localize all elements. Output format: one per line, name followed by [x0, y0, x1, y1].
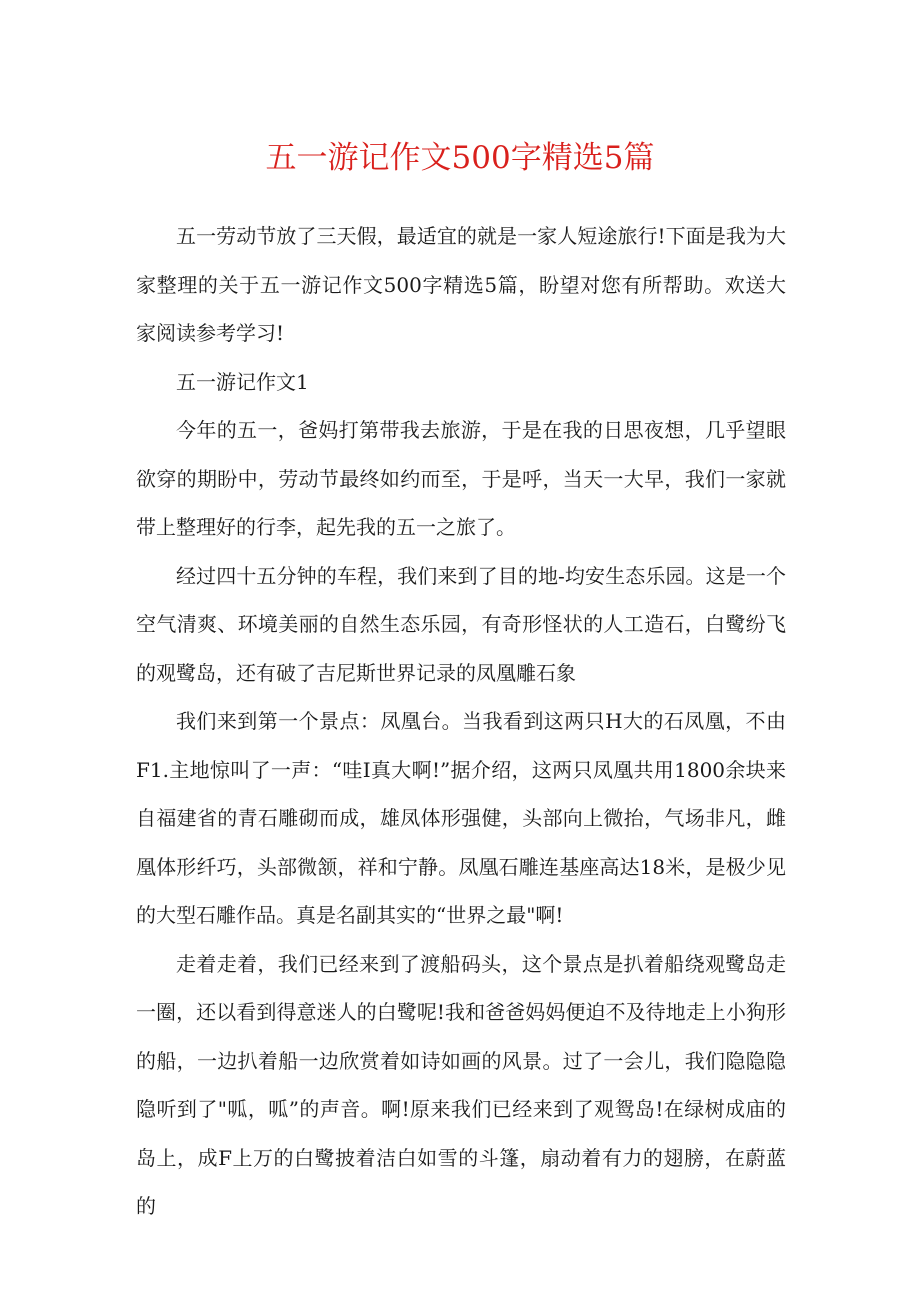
intro-paragraph: 五一劳动节放了三天假，最适宜的就是一家人短途旅行!下面是我为大家整理的关于五一游记作文500字精选5篇，盼望对您有所帮助。欢送大家阅读参考学习! [136, 224, 786, 345]
body-paragraph: 经过四十五分钟的车程，我们来到了目的地-均安生态乐园。这是一个空气清爽、环境美丽的自然生态乐园，有奇形怪状的人工造石，白鹭纷飞的观鹭岛，还有破了吉尼斯世界记录的凤凰雕石象 [136, 563, 786, 685]
document-title: 五一游记作文500字精选5篇 [265, 140, 655, 176]
body-paragraph: 今年的五一，爸妈打第带我去旅游，于是在我的日思夜想，几乎望眼欲穿的期盼中，劳动节最终如约而至，于是呼，当天一大早，我们一家就带上整理好的行李，起先我的五一之旅了。 [136, 418, 786, 539]
section-heading: 五一游记作文1 [176, 369, 309, 394]
body-paragraph: 我们来到第一个景点：凤凰台。当我看到这两只H大的石凤凰，不由F1.主地惊叫了一声：“哇I真大啊!”据介绍，这两只凤凰共用1800余块来自福建省的青石雕砌而成，雄凤体形强健，头部向上微抬，气场非凡，雌凰体形纤巧，头部微颔，祥和宁静。凤凰石雕连基座高达18米，是极少见的大型石雕作品。真是名副其实的“世界之最"啊! [136, 709, 786, 927]
body-paragraph: 走着走着，我们已经来到了渡船码头，这个景点是扒着船绕观鹭岛走一圈，还以看到得意迷人的白鹭呢!我和爸爸妈妈便迫不及待地走上小狗形的船，一边扒着船一边欣赏着如诗如画的风景。过了一会儿，我们隐隐隐隐听到了"呱，呱”的声音。啊!原来我们已经来到了观鸳岛!在绿树成庙的岛上，成F上万的白鹭披着洁白如雪的斗篷，扇动着有力的翅膀，在蔚蓝的 [136, 951, 786, 1218]
document-body [136, 212, 786, 1231]
